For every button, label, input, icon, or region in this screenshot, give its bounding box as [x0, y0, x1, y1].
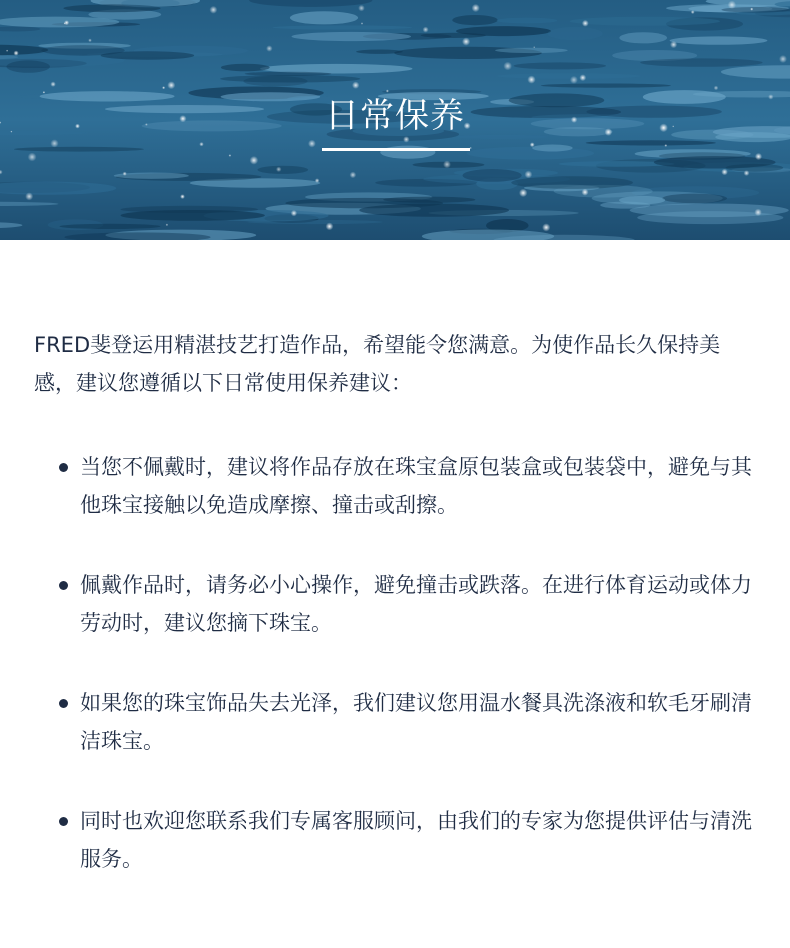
- sparkle: [315, 178, 320, 183]
- ripple: [383, 197, 475, 203]
- sparkle: [358, 5, 365, 12]
- sparkle: [779, 55, 787, 63]
- banner-title: 日常保养: [325, 96, 465, 136]
- ripple: [495, 48, 568, 53]
- sparkle: [744, 170, 750, 176]
- ripple: [726, 164, 784, 172]
- care-tip: [0, 684, 790, 760]
- ripple: [14, 147, 144, 152]
- ripple: [421, 33, 486, 38]
- sparkle: [423, 27, 429, 33]
- water-banner: [0, 0, 790, 240]
- ripple: [272, 25, 412, 29]
- sparkle: [14, 51, 19, 56]
- care-tip-text: 如果您的珠宝饰品失去光泽，我们建议您用温水餐具洗涤液和软毛牙刷清洁珠宝。: [80, 691, 752, 753]
- care-content: [0, 240, 790, 948]
- sparkle: [308, 140, 316, 148]
- sparkle: [162, 86, 165, 89]
- sparkle: [527, 76, 535, 84]
- ripple: [452, 15, 497, 25]
- sparkle: [714, 86, 719, 91]
- sparkle: [579, 74, 586, 81]
- sparkle: [670, 41, 677, 48]
- ripple: [121, 210, 265, 221]
- sparkle: [403, 136, 409, 142]
- sparkle: [229, 154, 232, 157]
- ripple: [630, 204, 789, 218]
- sparkle: [361, 22, 363, 24]
- ripple: [497, 18, 558, 24]
- sparkle: [533, 46, 535, 48]
- ripple: [463, 169, 522, 182]
- ripple: [548, 27, 603, 40]
- care-tip-text: 同时也欢迎您联系我们专属客服顾问，由我们的专家为您提供评估与清洗服务。: [80, 809, 752, 871]
- sparkle: [754, 209, 761, 216]
- sparkle: [6, 50, 8, 52]
- sparkle: [28, 153, 37, 162]
- sparkle: [276, 167, 281, 172]
- intro-paragraph: FRED斐登运用精湛技艺打造作品，希望能令您满意。为使作品长久保持美感，建议您遵循以下日常使用保养建议：: [34, 333, 721, 395]
- ripple: [511, 176, 633, 189]
- sparkle: [542, 223, 550, 231]
- ripple: [356, 50, 403, 54]
- ripple: [292, 32, 412, 41]
- ripple: [290, 11, 358, 24]
- ripple: [41, 45, 124, 56]
- ripple: [245, 72, 332, 76]
- ripple: [541, 84, 671, 88]
- ripple: [514, 62, 606, 69]
- ripple: [60, 224, 161, 229]
- ripple: [570, 17, 720, 26]
- care-tip-text: 佩戴作品时，请务必小心操作，避免撞击或跌落。在进行体育运动或体力劳动时，建议您摘下珠宝。: [80, 573, 752, 635]
- care-tip: [0, 448, 790, 524]
- sparkle: [326, 223, 334, 231]
- care-tip: [0, 802, 790, 878]
- ripple: [258, 166, 309, 174]
- sparkle: [50, 139, 58, 147]
- care-tip-text: 当您不佩戴时，建议将作品存放在珠宝盒原包装盒或包装袋中，避免与其他珠宝接触以免造成摩擦、撞击或刮擦。: [80, 455, 752, 517]
- sparkle: [210, 6, 218, 14]
- title-underline: [322, 148, 470, 151]
- sparkle: [64, 20, 69, 25]
- sparkle: [582, 20, 589, 27]
- sparkle: [664, 144, 667, 147]
- sparkle: [755, 153, 762, 160]
- sparkle: [750, 8, 753, 11]
- ripple: [532, 145, 573, 152]
- ripple: [670, 36, 768, 44]
- sparkle: [50, 82, 55, 87]
- sparkle: [123, 172, 127, 176]
- sparkle: [472, 4, 480, 12]
- bullet-icon: [59, 581, 68, 590]
- sparkle: [503, 62, 512, 71]
- sparkle: [43, 91, 45, 93]
- sparkle: [519, 189, 527, 197]
- sparkle: [199, 142, 203, 146]
- sparkle: [350, 172, 357, 179]
- sparkle: [166, 224, 169, 227]
- ripple: [221, 64, 270, 72]
- sparkle: [25, 192, 33, 200]
- ripple: [497, 73, 641, 79]
- bullet-icon: [59, 463, 68, 472]
- sparkle: [88, 39, 92, 43]
- bullet-icon: [59, 699, 68, 708]
- sparkle: [525, 171, 533, 179]
- ripple: [359, 204, 509, 217]
- ripple: [7, 60, 50, 72]
- sparkle: [728, 1, 736, 9]
- ripple: [586, 140, 716, 145]
- sparkle: [291, 210, 297, 216]
- care-tip: [0, 566, 790, 642]
- sparkle: [386, 90, 389, 93]
- ripple: [662, 194, 727, 204]
- sparkle: [167, 81, 175, 89]
- sparkle: [266, 45, 272, 51]
- sparkle: [721, 169, 728, 176]
- sparkle: [462, 38, 470, 46]
- bullet-icon: [59, 817, 68, 826]
- ripple: [619, 32, 667, 43]
- sparkle: [582, 189, 589, 196]
- ripple: [467, 147, 594, 160]
- ripple: [619, 196, 665, 204]
- sparkle: [250, 156, 259, 165]
- sparkle: [352, 82, 359, 89]
- sparkle: [180, 194, 185, 199]
- ripple: [244, 76, 308, 86]
- sparkle: [691, 10, 695, 14]
- sparkle: [570, 76, 578, 84]
- ripple: [640, 58, 762, 66]
- ripple: [247, 220, 383, 224]
- care-tips-list: [0, 448, 790, 920]
- sparkle: [443, 161, 451, 169]
- sparkle: [530, 142, 535, 147]
